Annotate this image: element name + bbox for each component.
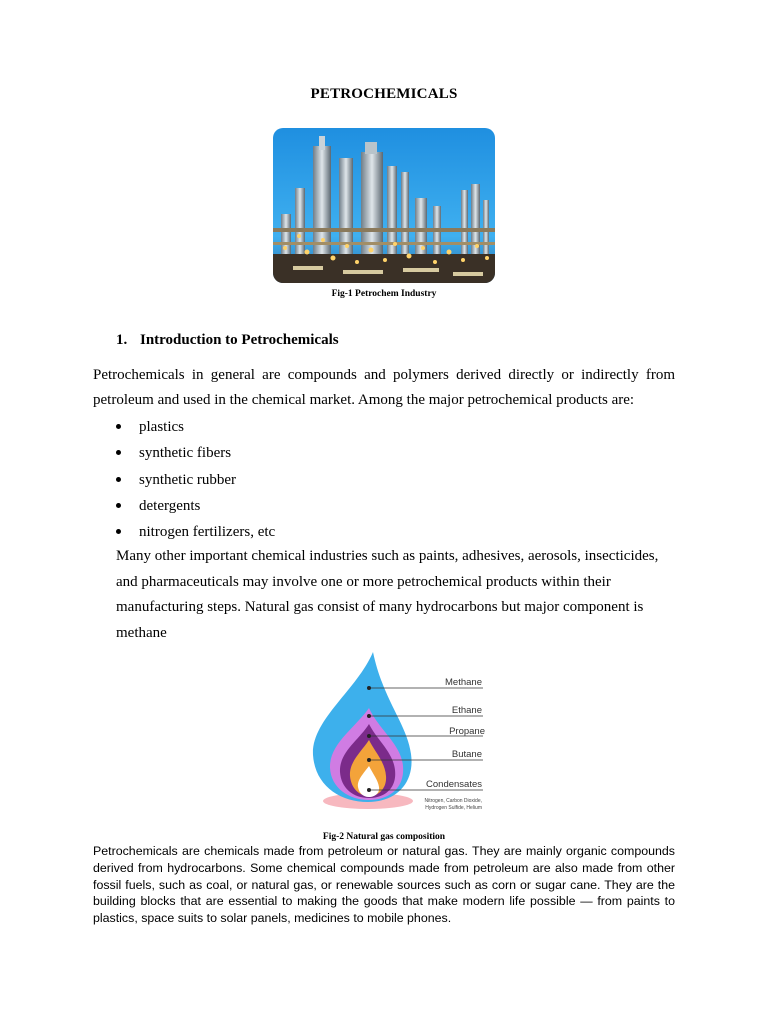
note-line-2: Hydrogen Sulfide, Helium bbox=[425, 805, 482, 811]
figure-2-caption: Fig-2 Natural gas composition bbox=[322, 832, 446, 842]
figure-1-caption: Fig-1 Petrochem Industry bbox=[331, 289, 437, 299]
list-item: synthetic fibers bbox=[116, 440, 275, 466]
label-propane: Propane bbox=[449, 726, 485, 737]
list-item: synthetic rubber bbox=[116, 467, 275, 493]
label-butane: Butane bbox=[451, 749, 482, 760]
note-line-1: Nitrogen, Carbon Dioxide, bbox=[424, 798, 482, 804]
products-list bbox=[116, 414, 275, 545]
section-title: Introduction to Petrochemicals bbox=[140, 332, 339, 348]
petrochem-industry-photo bbox=[273, 128, 495, 283]
bullet-icon bbox=[116, 450, 121, 455]
section-heading bbox=[116, 332, 339, 349]
page-title: PETROCHEMICALS bbox=[310, 86, 458, 102]
bullet-icon bbox=[116, 503, 121, 508]
natural-gas-composition-diagram bbox=[305, 650, 490, 820]
list-item: detergents bbox=[116, 493, 275, 519]
bullet-icon bbox=[116, 424, 121, 429]
industries-paragraph: Many other important chemical industries such as paints, adhesives, aerosols, insecticides, and pharmaceuticals may involve one or more petrochemical products within their manufacturing steps. Natural gas consist of many hydrocarbons but major component is methane bbox=[116, 548, 659, 641]
closing-paragraph: Petrochemicals are chemicals made from petroleum or natural gas. They are mainly organic compounds derived from hydrocarbons. Some chemical compounds made from petroleum are also made from other fossil fuels, such as coal, or natural gas, or renewable sources such as corn or sugar cane. They are the building blocks that are essential to making the goods that make modern life possible — from paints to plastics, space suits to solar panels, medicines to mobile phones. bbox=[93, 844, 675, 926]
label-ethane: Ethane bbox=[451, 705, 482, 716]
list-item: plastics bbox=[116, 414, 275, 440]
list-item: nitrogen fertilizers, etc bbox=[116, 519, 275, 545]
section-number: 1. bbox=[116, 332, 128, 348]
bullet-icon bbox=[116, 477, 121, 482]
label-methane: Methane bbox=[445, 677, 482, 688]
bullet-icon bbox=[116, 529, 121, 534]
label-condensates: Condensates bbox=[426, 779, 482, 790]
intro-paragraph: Petrochemicals in general are compounds and polymers derived directly or indirectly from petroleum and used in the chemical market. Among the major petrochemical products are: bbox=[93, 367, 675, 408]
